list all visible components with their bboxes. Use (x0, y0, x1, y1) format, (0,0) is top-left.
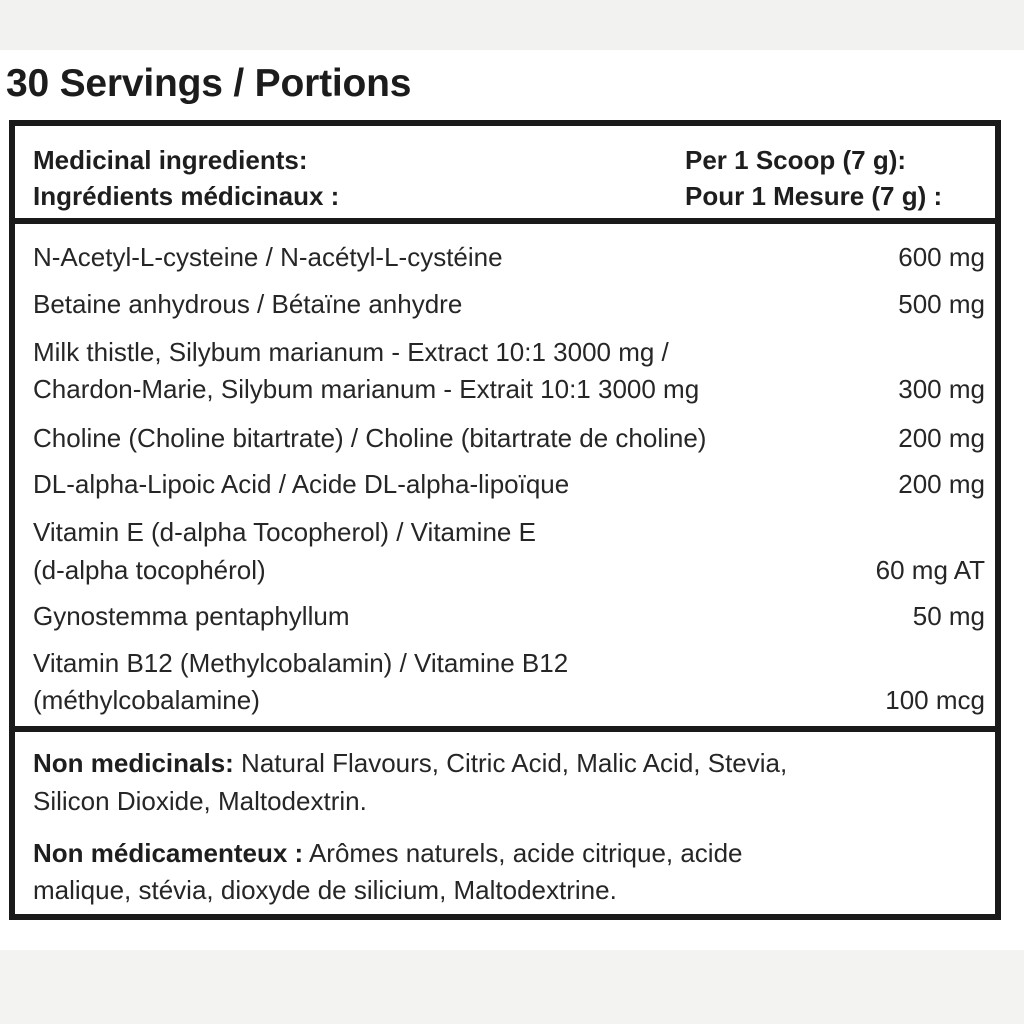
non-medicinal-en-line (33, 748, 787, 779)
ingredient-name: Vitamin E (d-alpha Tocopherol) / Vitamine E (33, 517, 536, 547)
ingredient-amount: 600 mg (898, 242, 985, 272)
non-medicinal-fr-line-2: malique, stévia, dioxyde de silicium, Maltodextrine. (33, 875, 617, 905)
ingredient-amount: 300 mg (898, 374, 985, 404)
ingredient-amount: 60 mg AT (875, 555, 985, 585)
header-divider (15, 218, 995, 224)
non-medicinal-fr-label: Non médicamenteux : (33, 838, 304, 868)
ingredients-divider (15, 726, 995, 732)
non-medicinal-fr-text: Arômes naturels, acide citrique, acide (303, 838, 743, 868)
ingredient-amount: 500 mg (898, 289, 985, 319)
header-row-french (33, 181, 975, 212)
ingredient-name: Milk thistle, Silybum marianum - Extract 10:1 3000 mg / (33, 337, 669, 367)
ingredient-name: Vitamin B12 (Methylcobalamin) / Vitamine B12 (33, 648, 569, 678)
header-row-english (33, 145, 975, 176)
ingredient-amount: 100 mcg (885, 685, 985, 715)
ingredient-name-continued: Chardon-Marie, Silybum marianum - Extrait 10:1 3000 mg (33, 374, 700, 404)
ingredient-amount: 200 mg (898, 423, 985, 453)
ingredient-name: N-Acetyl-L-cysteine / N-acétyl-L-cystéine (33, 242, 503, 272)
per-scoop-heading-fr: Pour 1 Mesure (7 g) : (685, 181, 943, 211)
medicinal-ingredients-heading-en: Medicinal ingredients: (33, 145, 308, 175)
per-scoop-heading-en: Per 1 Scoop (7 g): (685, 145, 907, 175)
servings-title: 30 Servings / Portions (6, 62, 412, 105)
non-medicinal-en-text: Natural Flavours, Citric Acid, Malic Acid, Stevia, (233, 748, 788, 778)
non-medicinal-en-line-2: Silicon Dioxide, Maltodextrin. (33, 786, 367, 816)
non-medicinal-en-label: Non medicinals: (33, 748, 234, 778)
ingredient-amount: 200 mg (898, 469, 985, 499)
ingredient-name: Gynostemma pentaphyllum (33, 601, 350, 631)
ingredients-panel (9, 120, 1001, 920)
ingredient-name: DL-alpha-Lipoic Acid / Acide DL-alpha-lipoïque (33, 469, 570, 499)
background-band-top (0, 0, 1024, 50)
medicinal-ingredients-heading-fr: Ingrédients médicinaux : (33, 181, 340, 211)
ingredient-name-continued: (d-alpha tocophérol) (33, 555, 266, 585)
ingredient-name: Choline (Choline bitartrate) / Choline (bitartrate de choline) (33, 423, 707, 453)
background-band-bottom (0, 950, 1024, 1024)
ingredient-name: Betaine anhydrous / Bétaïne anhydre (33, 289, 463, 319)
ingredient-amount: 50 mg (912, 601, 985, 631)
ingredient-name-continued: (méthylcobalamine) (33, 685, 260, 715)
non-medicinal-fr-line (33, 838, 743, 869)
